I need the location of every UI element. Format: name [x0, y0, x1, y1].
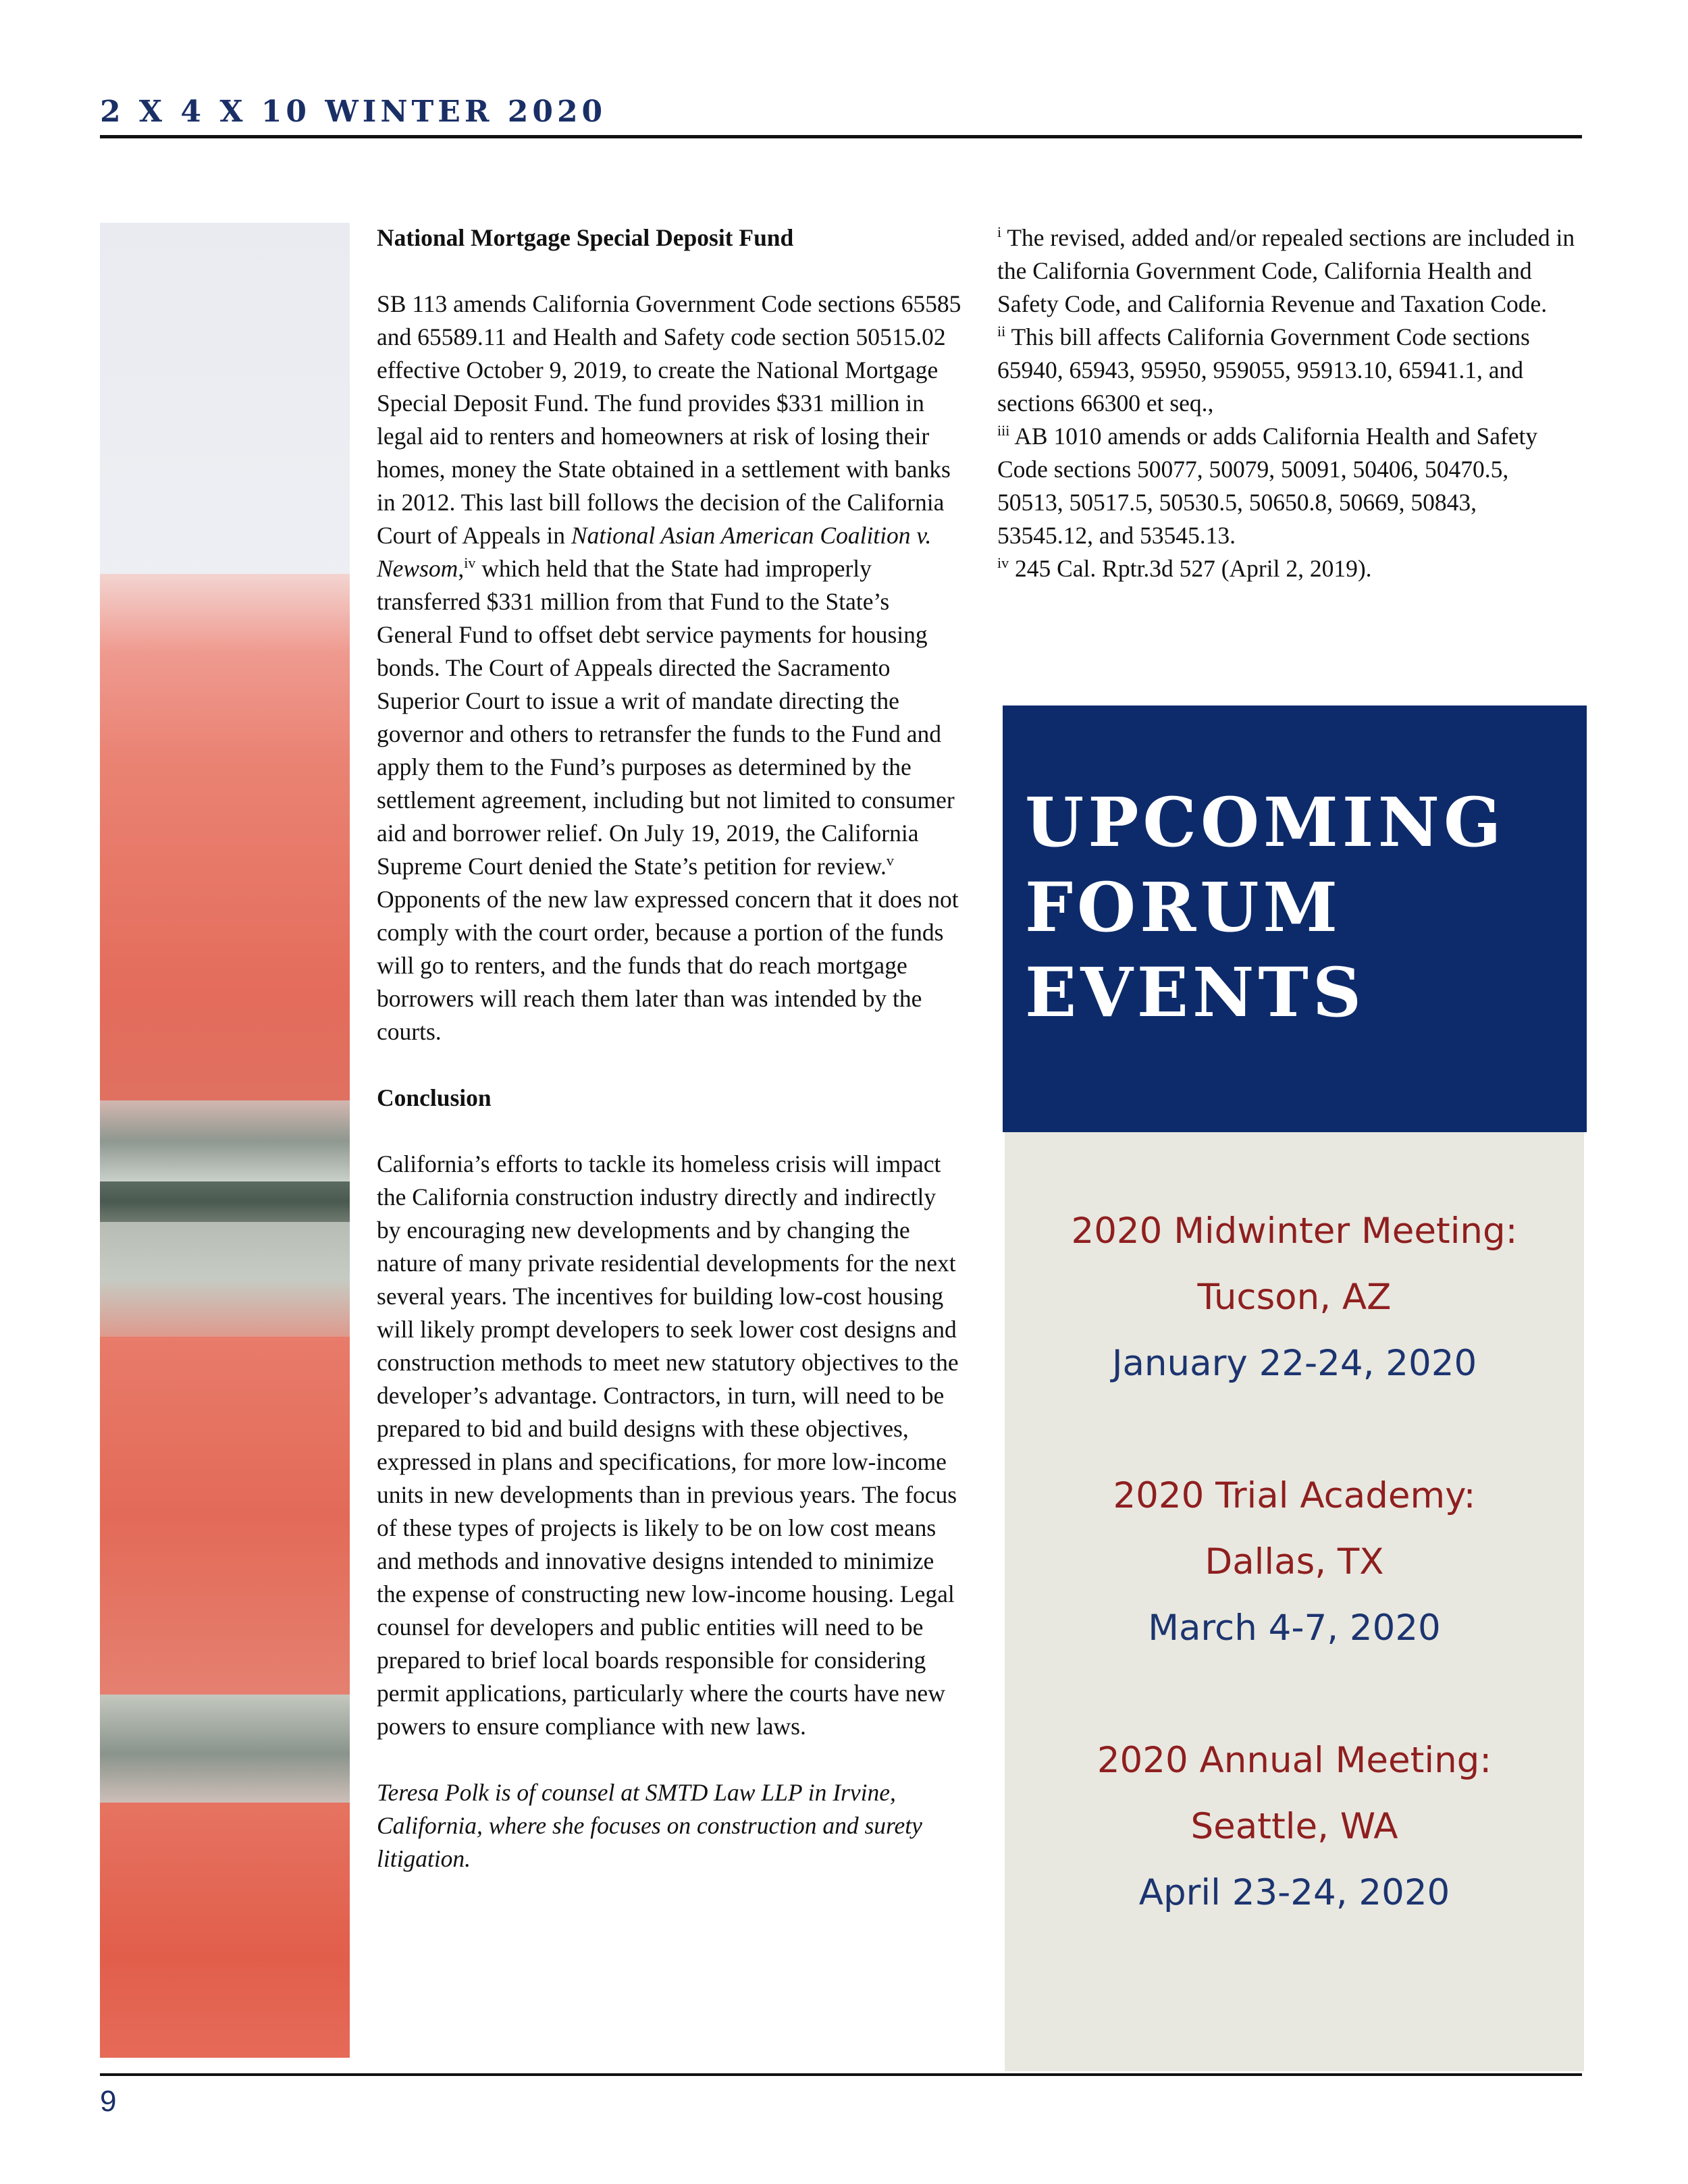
- footer-rule: [100, 2073, 1582, 2076]
- page-number: 9: [100, 2085, 117, 2118]
- section-heading-conclusion: Conclusion: [377, 1084, 492, 1111]
- case-name: National Asian American Coalition v. Newsom: [377, 522, 932, 582]
- article-paragraph-fund: SB 113 amends California Government Code sections 65585 and 65589.11 and Health and Safety code section 50515.02 effective October 9, 2019, to create the National Mortgage Special Deposit Fund. The fund provides $331 million in legal aid to renters and homeowners at risk of losing their homes, money the State obtained in a settlement with banks in 2012. This last bill follows the decision of the California Court of Appeals in National Asian American Coalition v. Newsom,$^{iv}$ which held that the State had improperly transferred $331 million from that Fund to the State’s General Fund to offset debt service payments for housing bonds. The Court of Appeals directed the Sacramento Superior Court to issue a writ of mandate directing the governor and others to retransfer the funds to the Fund and apply them to the Fund’s purposes as determined by the settlement agreement, including but not limited to consumer aid and borrower relief. On July 19, 2019, the California Supreme Court denied the State’s petition for review.$^v$ Opponents of the new law expressed concern that it does not comply with the court order, because a portion of the funds will go to renters, and the funds that do reach mortgage borrowers will reach them later than was intended by the courts.: [377, 290, 961, 1045]
- footnote-ref-iv: iv: [464, 554, 476, 572]
- endnotes: [997, 221, 1578, 585]
- endnote: $^{iii}$ AB 1010 amends or adds California Health and Safety Code sections 50077, 50079, 50091, 50406, 50470.5, 50513, 50517.5, 50530.5, 50650.8, 50669, 50843, 53545.12, and 53545.13.: [997, 422, 1538, 549]
- endnote: $^{iv}$ 245 Cal. Rptr.3d 527 (April 2, 2019).: [997, 554, 1372, 582]
- brick-photo: [100, 223, 350, 2058]
- article-column: [377, 221, 964, 1875]
- endnote: $^{ii}$ This bill affects California Government Code sections 65940, 65943, 95950, 959055, 95913.10, 65941.1, and sections 66300 et seq.,: [997, 323, 1530, 417]
- event-name: 2020 Annual Meeting:: [1097, 1740, 1492, 1781]
- author-bio: Teresa Polk is of counsel at SMTD Law LLP in Irvine, California, where she focuses on construction and surety litigation.: [377, 1779, 922, 1872]
- header-rule: [100, 135, 1582, 138]
- event-dates: March 4-7, 2020: [1148, 1607, 1441, 1649]
- event-location: Tucson, AZ: [1197, 1277, 1392, 1318]
- running-header: 2 X 4 X 10 WINTER 2020: [100, 95, 607, 129]
- footnote-ref-v: v: [886, 852, 894, 870]
- events-title: UPCOMING FORUM EVENTS: [1025, 782, 1506, 1032]
- event-dates: April 23-24, 2020: [1138, 1872, 1450, 1913]
- event-location: Seattle, WA: [1190, 1806, 1398, 1847]
- events-list: [1005, 1132, 1584, 2071]
- endnote: $^i$ The revised, added and/or repealed sections are included in the California Government Code, California Health and Safety Code, and California Revenue and Taxation Code.: [997, 223, 1575, 317]
- event-name: 2020 Midwinter Meeting:: [1071, 1210, 1518, 1252]
- event-name: 2020 Trial Academy:: [1113, 1475, 1476, 1516]
- section-heading-fund: National Mortgage Special Deposit Fund: [377, 224, 794, 251]
- event-dates: January 22-24, 2020: [1111, 1343, 1477, 1384]
- event-location: Dallas, TX: [1205, 1541, 1384, 1582]
- article-paragraph-conclusion: California’s efforts to tackle its homeless crisis will impact the California construction industry directly and indirectly by encouraging new developments and by changing the nature of many private residential developments for the next several years. The incentives for building low-cost housing will likely prompt developers to seek lower cost designs and construction methods to meet new statutory objectives to the developer’s advantage. Contractors, in turn, will need to be prepared to bid and build designs with these objectives, expressed in plans and specifications, for more low-income units in new developments than in previous years. The focus of these types of projects is likely to be on low cost means and methods and innovative designs intended to minimize the expense of constructing new low-income housing. Legal counsel for developers and public entities will need to be prepared to brief local boards responsible for considering permit applications, particularly where the courts have new powers to ensure compliance with new laws.: [377, 1150, 959, 1740]
